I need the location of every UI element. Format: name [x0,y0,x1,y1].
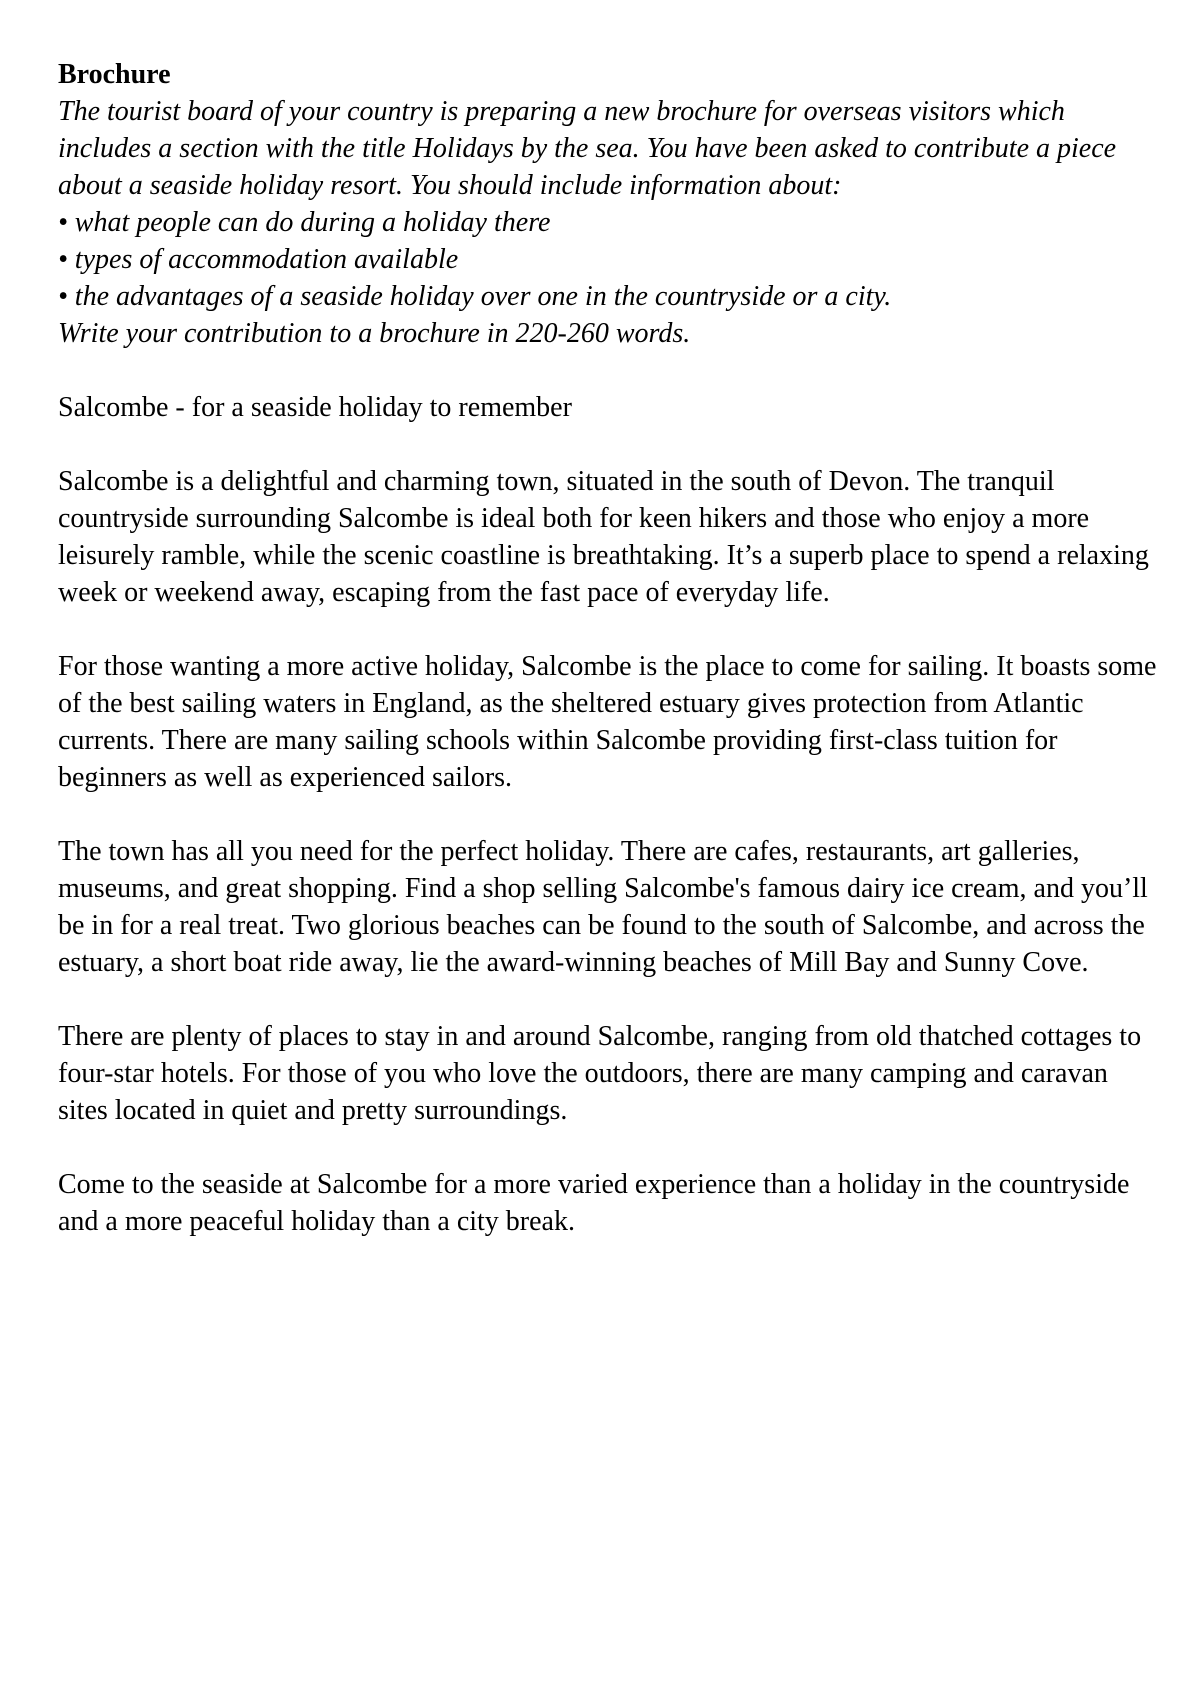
task-prompt [58,93,1158,352]
task-heading: Brochure [58,59,171,90]
paragraph-conclusion: Come to the seaside at Salcombe for a more varied experience than a holiday in the countryside and a more peaceful holiday than a city break. [58,1169,1130,1237]
task-intro: The tourist board of your country is preparing a new brochure for overseas visitors which includes a section with the title Holidays by the sea. You have been asked to contribute a piece about a seaside holiday resort. You should include information about: [58,96,1117,201]
paragraph-sailing: For those wanting a more active holiday, Salcombe is the place to come for sailing. It boasts some of the best sailing waters in England, as the sheltered estuary gives protection from Atlantic currents. There are many sailing schools within Salcombe providing first-class tuition for beginners as well as experienced sailors. [58,651,1157,793]
answer-title: Salcombe - for a seaside holiday to remember [58,392,572,423]
task-bullet-activities: • what people can do during a holiday there [58,207,551,238]
paragraph-accommodation: There are plenty of places to stay in and around Salcombe, ranging from old thatched cottages to four-star hotels. For those of you who love the outdoors, there are many camping and caravan sites located in quiet and pretty surroundings. [58,1021,1142,1126]
answer-section [58,389,1158,1240]
task-instruction: Write your contribution to a brochure in 220-260 words. [58,318,691,349]
task-bullet-advantages: • the advantages of a seaside holiday over one in the countryside or a city. [58,281,892,312]
paragraph-intro: Salcombe is a delightful and charming town, situated in the south of Devon. The tranquil countryside surrounding Salcombe is ideal both for keen hikers and those who enjoy a more leisurely ramble, while the scenic coastline is breathtaking. It’s a superb place to spend a relaxing week or weekend away, escaping from the fast pace of everyday life. [58,466,1149,608]
document-page [58,56,1158,1240]
task-bullet-accommodation: • types of accommodation available [58,244,459,275]
paragraph-town-amenities: The town has all you need for the perfect holiday. There are cafes, restaurants, art galleries, museums, and great shopping. Find a shop selling Salcombe's famous dairy ice cream, and you’ll be in for a real treat. Two glorious beaches can be found to the south of Salcombe, and across the estuary, a short boat ride away, lie the award-winning beaches of Mill Bay and Sunny Cove. [58,836,1148,978]
